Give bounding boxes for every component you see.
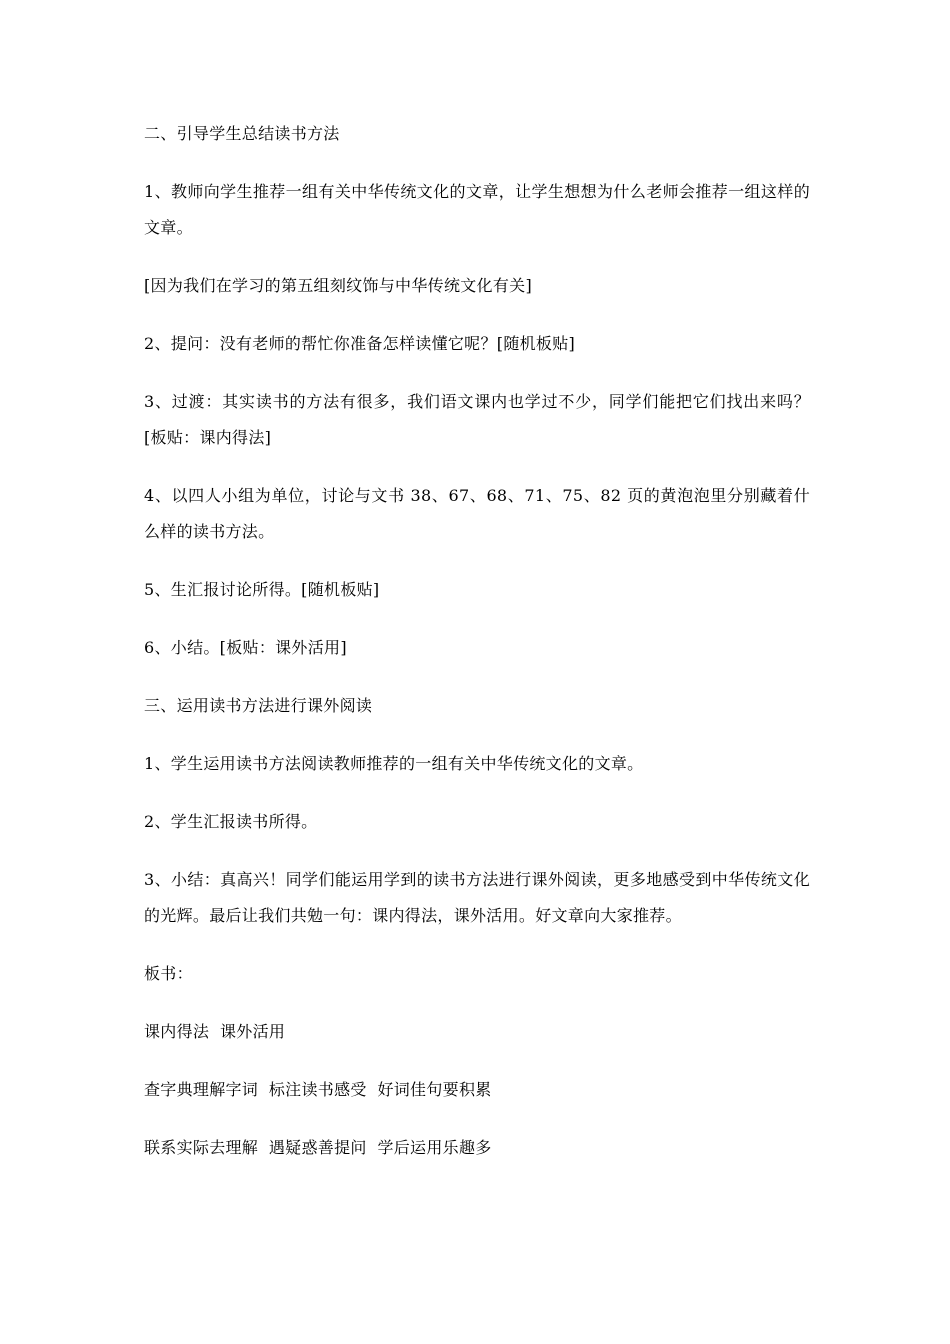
section3-step-3-paragraph: 3、小结：真高兴！同学们能运用学到的读书方法进行课外阅读，更多地感受到中华传统文化的光辉。最后让我们共勉一句：课内得法，课外活用。好文章向大家推荐。	[144, 870, 810, 925]
board-heading: 板书：	[144, 964, 193, 983]
step-5-paragraph: 5、生汇报讨论所得。[随机板贴]	[144, 580, 380, 599]
board-line-1: 课内得法 课外活用	[144, 1022, 286, 1041]
step-1-paragraph: 1、教师向学生推荐一组有关中华传统文化的文章，让学生想想为什么老师会推荐一组这样的文章。	[144, 182, 810, 237]
document-body	[144, 116, 810, 1188]
bracket-note-paragraph: [因为我们在学习的第五组刻纹饰与中华传统文化有关]	[144, 276, 532, 295]
board-line-3: 联系实际去理解 遇疑惑善提问 学后运用乐趣多	[144, 1138, 492, 1157]
step-3-paragraph: 3、过渡：其实读书的方法有很多，我们语文课内也学过不少，同学们能把它们找出来吗？[板贴：课内得法]	[144, 392, 810, 447]
section-heading-2: 二、引导学生总结读书方法	[144, 124, 340, 143]
step-4-paragraph: 4、以四人小组为单位，讨论与文书 38、67、68、71、75、82 页的黄泡泡里分别藏着什么样的读书方法。	[144, 486, 810, 541]
section-heading-3: 三、运用读书方法进行课外阅读	[144, 696, 373, 715]
section3-step-1-paragraph: 1、学生运用读书方法阅读教师推荐的一组有关中华传统文化的文章。	[144, 754, 644, 773]
board-line-2: 查字典理解字词 标注读书感受 好词佳句要积累	[144, 1080, 492, 1099]
step-6-paragraph: 6、小结。[板贴：课外活用]	[144, 638, 347, 657]
step-2-paragraph: 2、提问：没有老师的帮忙你准备怎样读懂它呢？[随机板贴]	[144, 334, 576, 353]
section3-step-2-paragraph: 2、学生汇报读书所得。	[144, 812, 318, 831]
